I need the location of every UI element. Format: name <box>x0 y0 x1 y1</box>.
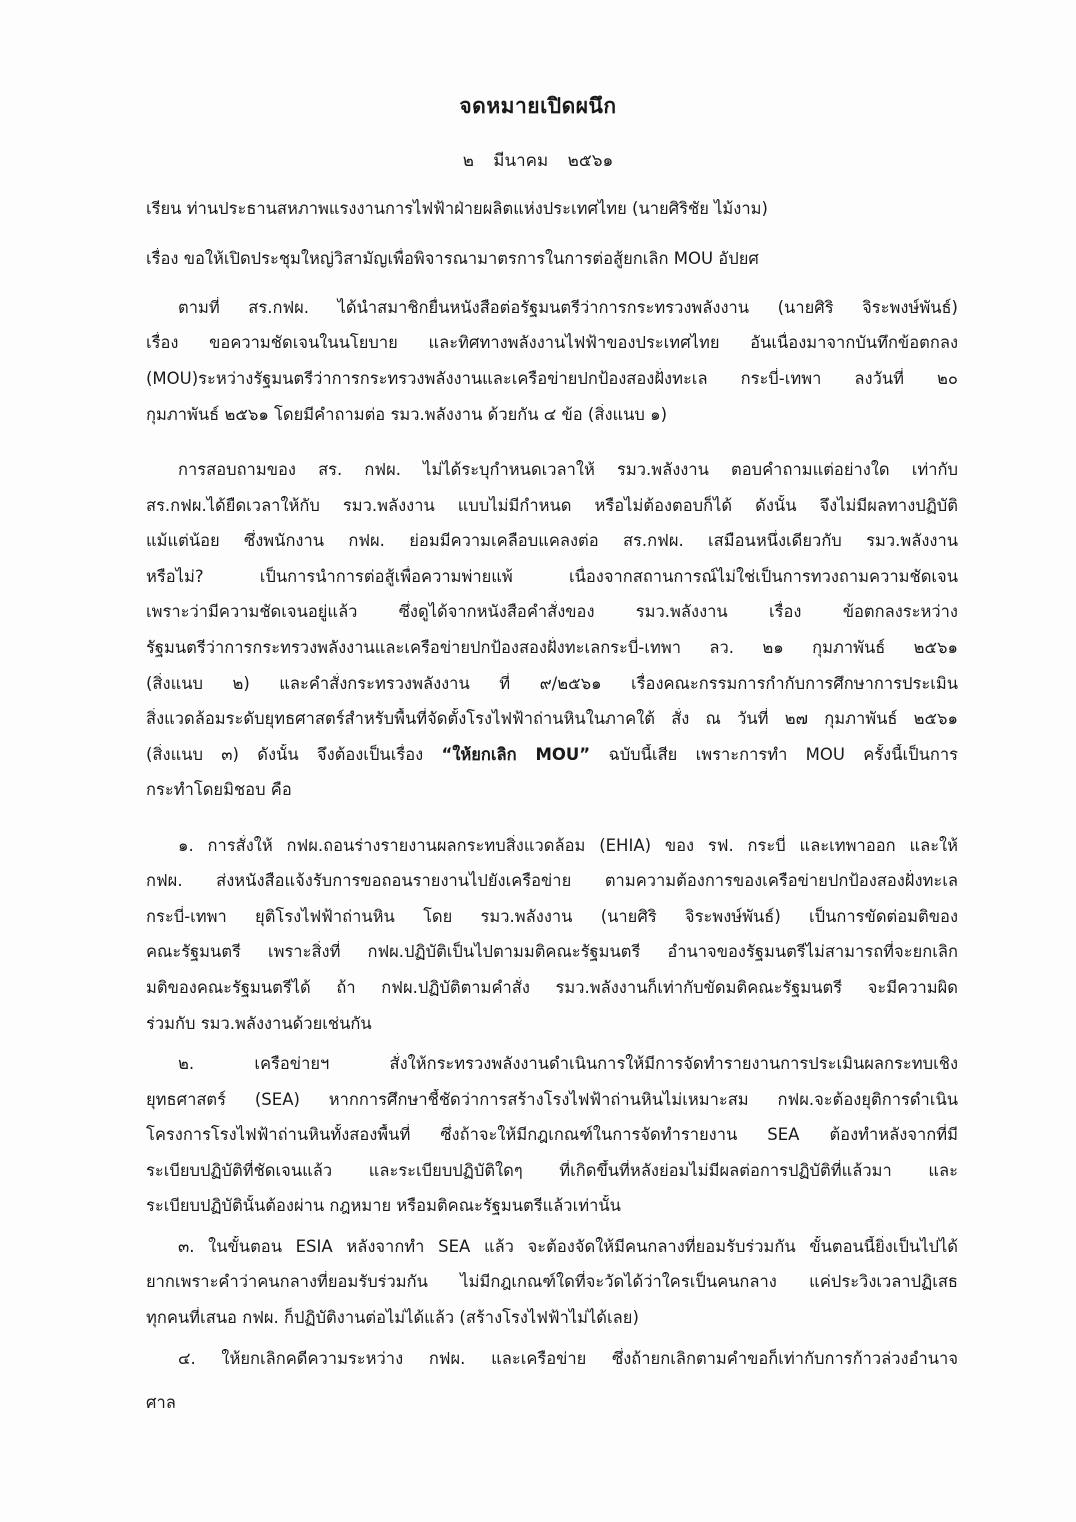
item-1-line: กระบี่-เทพา ยุติโรงไฟฟ้าถ่านหิน โดย รมว.พลังงาน (นายศิริ จิระพงษ์พันธ์) เป็นการขัดต่อมติของ <box>146 907 958 926</box>
item-2-line: ระเบียบปฏิบัติที่ชัดเจนแล้ว และระเบียบปฏิบัติใดๆ ที่เกิดขึ้นที่หลังย่อมไม่มีผลต่อการปฏิบัติที่แล้วมา และ <box>146 1161 958 1180</box>
paragraph-line: (สิ่งแนบ ๒) และคำสั่งกระทรวงพลังงาน ที่ ๙/๒๕๖๑ เรื่องคณะกรรมการกำกับการศึกษาการประเมิน <box>146 674 958 693</box>
subject-line: เรื่อง ขอให้เปิดประชุมใหญ่วิสามัญเพื่อพิจารณามาตรการในการต่อสู้ยกเลิก MOU อัปยศ <box>146 249 759 268</box>
item-2-line: ๒. เครือข่ายฯ สั่งให้กระทรวงพลังงานดำเนินการให้มีการจัดทำรายงานการประเมินผลกระทบเชิง <box>178 1054 958 1073</box>
item-2-line: ยุทธศาสตร์ (SEA) หากการศึกษาชี้ชัดว่าการสร้างโรงไฟฟ้าถ่านหินไม่เหมาะสม กฟผ.จะต้องยุติการดำเนิน <box>146 1090 958 1109</box>
paragraph-line: แม้แต่น้อย ซึ่งพนักงาน กฟผ. ย่อมมีความเคลือบแคลงต่อ สร.กฟผ. เสมือนหนึ่งเดียวกับ รมว.พลังงาน <box>146 531 958 550</box>
paragraph-text: ฉบับนี้เสีย เพราะการทำ MOU ครั้งนี้เป็นการ <box>608 745 958 764</box>
item-4-line: ศาล <box>146 1393 176 1412</box>
paragraph-line: ตามที่ สร.กฟผ. ได้นำสมาชิกยื่นหนังสือต่อรัฐมนตรีว่าการกระทรวงพลังงาน (นายศิริ จิระพงษ์พันธ์) <box>178 298 958 317</box>
item-3-line: ทุกคนที่เสนอ กฟผ. ก็ปฏิบัติงานต่อไม่ได้แล้ว (สร้างโรงไฟฟ้าไม่ได้เลย) <box>146 1308 639 1327</box>
paragraph-line: สิ่งแวดล้อมระดับยุทธศาสตร์สำหรับพื้นที่จัดตั้งโรงไฟฟ้าถ่านหินในภาคใต้ สั่ง ณ วันที่ ๒๗ กุมภาพันธ์ ๒๕๖๑ <box>146 709 958 728</box>
item-2-line: ระเบียบปฏิบัตินั้นต้องผ่าน กฎหมาย หรือมติคณะรัฐมนตรีแล้วเท่านั้น <box>146 1196 621 1215</box>
recipient-line: เรียน ท่านประธานสหภาพแรงงานการไฟฟ้าฝ่ายผลิตแห่งประเทศไทย (นายศิริชัย ไม้งาม) <box>146 199 768 218</box>
paragraph-line: การสอบถามของ สร. กฟผ. ไม่ได้ระบุกำหนดเวลาให้ รมว.พลังงาน ตอบคำถามแต่อย่างใด เท่ากับ <box>178 460 958 479</box>
letter-title: จดหมายเปิดผนึก <box>459 94 617 118</box>
item-3-line: ยากเพราะคำว่าคนกลางที่ยอมรับร่วมกัน ไม่มีกฎเกณฑ์ใดที่จะวัดได้ว่าใครเป็นคนกลาง แค่ประวิงเวลาปฏิเสธ <box>146 1272 958 1291</box>
item-4-line: ๔. ให้ยกเลิกคดีความระหว่าง กฟผ. และเครือข่าย ซึ่งถ้ายกเลิกตามคำขอก็เท่ากับการก้าวล่วงอำนาจ <box>178 1349 958 1368</box>
paragraph-line <box>146 744 958 766</box>
paragraph-line: เพราะว่ามีความชัดเจนอยู่แล้ว ซึ่งดูได้จากหนังสือคำสั่งของ รมว.พลังงาน เรื่อง ข้อตกลงระหว่าง <box>146 602 958 621</box>
paragraph-line: กระทำโดยมิชอบ คือ <box>146 780 292 799</box>
paragraph-line: หรือไม่? เป็นการนำการต่อสู้เพื่อความพ่ายแพ้ เนื่องจากสถานการณ์ไม่ใช่เป็นการทวงถามความชัดเจน <box>146 567 958 586</box>
paragraph-line: (MOU)ระหว่างรัฐมนตรีว่าการกระทรวงพลังงานและเครือข่ายปกป้องสองฝั่งทะเล กระบี่-เทพา ลงวันที่ ๒๐ <box>146 369 958 388</box>
item-1-line: ๑. การสั่งให้ กฟผ.ถอนร่างรายงานผลกระทบสิ่งแวดล้อม (EHIA) ของ รฟ. กระบี่ และเทพาออก และให้ <box>178 836 958 855</box>
paragraph-text: (สิ่งแนบ ๓) ดังนั้น จึงต้องเป็นเรื่อง <box>146 745 424 764</box>
item-2-line: โครงการโรงไฟฟ้าถ่านหินทั้งสองพื้นที่ ซึ่งถ้าจะให้มีกฎเกณฑ์ในการจัดทำรายงาน SEA ต้องทำหลังจากที่มี <box>146 1125 958 1144</box>
bold-emphasis: “ให้ยกเลิก MOU” <box>441 745 591 764</box>
paragraph-line: กุมภาพันธ์ ๒๕๖๑ โดยมีคำถามต่อ รมว.พลังงาน ด้วยกัน ๔ ข้อ (สิ่งแนบ ๑) <box>146 405 668 424</box>
item-1-line: กฟผ. ส่งหนังสือแจ้งรับการขอถอนรายงานไปยังเครือข่าย ตามความต้องการของเครือข่ายปกป้องสองฝั่งทะเล <box>146 871 958 890</box>
paragraph-line: เรื่อง ขอความชัดเจนในนโยบาย และทิศทางพลังงานไฟฟ้าของประเทศไทย อันเนื่องมาจากบันทึกข้อตกลง <box>146 333 958 352</box>
item-3-line: ๓. ในขั้นตอน ESIA หลังจากทำ SEA แล้ว จะต้องจัดให้มีคนกลางที่ยอมรับร่วมกัน ขั้นตอนนี้ยิ่งเป็นไปได้ <box>178 1237 958 1256</box>
item-1-line: มติของคณะรัฐมนตรีได้ ถ้า กฟผ.ปฏิบัติตามคำสั่ง รมว.พลังงานก็เท่ากับขัดมติคณะรัฐมนตรี จะมีความผิด <box>146 978 958 997</box>
paragraph-line: รัฐมนตรีว่าการกระทรวงพลังงานและเครือข่ายปกป้องสองฝั่งทะเลกระบี่-เทพา ลว. ๒๑ กุมภาพันธ์ ๒๕๖๑ <box>146 638 958 657</box>
item-1-line: ร่วมกับ รมว.พลังงานด้วยเช่นกัน <box>146 1014 372 1033</box>
item-1-line: คณะรัฐมนตรี เพราะสิ่งที่ กฟผ.ปฏิบัติเป็นไปตามมติคณะรัฐมนตรี อำนาจของรัฐมนตรีไม่สามารถที่จะยกเลิก <box>146 942 958 961</box>
letter-date: ๒ มีนาคม ๒๕๖๑ <box>462 151 614 171</box>
paragraph-line: สร.กฟผ.ได้ยืดเวลาให้กับ รมว.พลังงาน แบบไม่มีกำหนด หรือไม่ต้องตอบก็ได้ ดังนั้น จึงไม่มีผลทางปฏิบัติ <box>146 496 958 515</box>
